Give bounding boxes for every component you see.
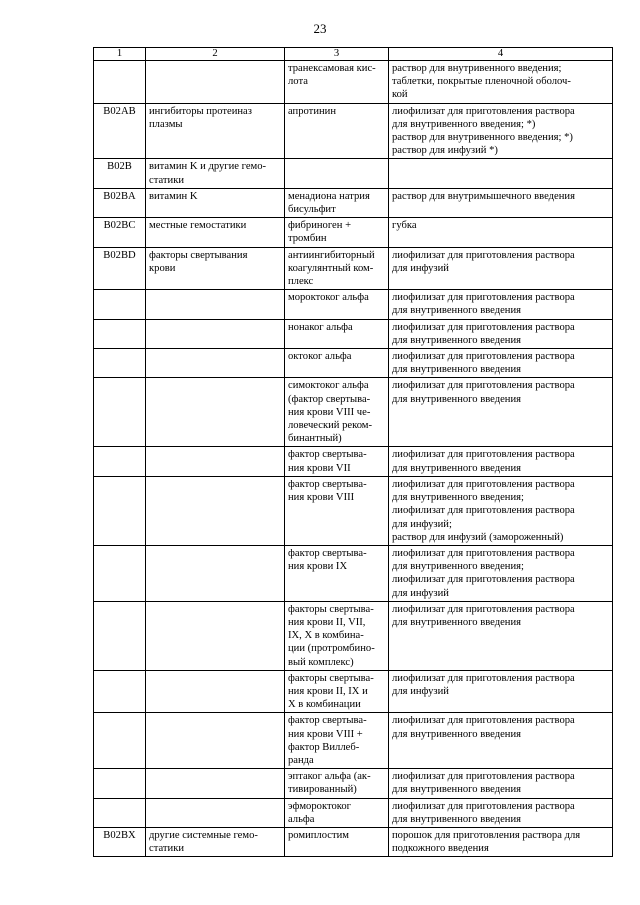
forms-line: лиофилизат для приготовления раствора	[392, 672, 575, 684]
group-cell	[146, 290, 285, 319]
forms-cell	[389, 378, 613, 447]
forms-line: лиофилизат для приготовления раствора	[392, 478, 575, 490]
table-row	[94, 319, 613, 348]
forms-line: раствор для внутривенного введения; *)	[392, 132, 573, 144]
code-cell: B02BX	[94, 827, 146, 856]
substance-line: симоктоког альфа	[288, 380, 369, 392]
substance-cell	[285, 61, 389, 104]
forms-line: для внутривенного введения;	[392, 561, 524, 573]
substance-line: фактор свертыва-	[288, 547, 367, 559]
substance-line: тромбин	[288, 233, 327, 245]
code-cell	[94, 769, 146, 798]
group-cell	[146, 670, 285, 713]
forms-line: для инфузий	[392, 587, 449, 599]
forms-cell	[389, 545, 613, 601]
group-cell	[146, 476, 285, 545]
code-cell	[94, 61, 146, 104]
group-cell	[146, 188, 285, 217]
group-cell	[146, 378, 285, 447]
group-cell	[146, 601, 285, 670]
substance-line: ния крови IX	[288, 561, 348, 573]
table-row	[94, 61, 613, 104]
forms-cell	[389, 319, 613, 348]
forms-cell	[389, 798, 613, 827]
substance-cell	[285, 159, 389, 188]
substance-line: фибриноген +	[288, 220, 352, 232]
forms-line: подкожного введения	[392, 843, 489, 855]
code-cell: B02BC	[94, 218, 146, 247]
group-cell	[146, 545, 285, 601]
substance-line: транексамовая кис-	[288, 63, 376, 74]
group-line: статики	[149, 843, 185, 855]
substance-line: октоког альфа	[288, 351, 352, 363]
forms-cell	[389, 447, 613, 476]
group-line: ингибиторы протеиназ	[149, 105, 252, 117]
substance-line: ния крови VII	[288, 462, 351, 474]
forms-line: лиофилизат для приготовления раствора	[392, 351, 575, 363]
substance-line: альфа	[288, 813, 315, 825]
forms-line: лиофилизат для приготовления раствора	[392, 547, 575, 559]
substance-line: ния крови II, IX и	[288, 685, 368, 697]
group-line: статики	[149, 174, 185, 186]
substance-cell	[285, 769, 389, 798]
substance-line: бинантный)	[288, 433, 342, 445]
forms-line: для внутривенного введения	[392, 364, 522, 376]
substance-line: фактор свертыва-	[288, 715, 367, 727]
code-cell	[94, 319, 146, 348]
forms-line: лиофилизат для приготовления раствора	[392, 771, 575, 783]
substance-cell	[285, 798, 389, 827]
substance-line: ранда	[288, 754, 314, 766]
substance-line: ния крови II, VII,	[288, 616, 366, 628]
table-row	[94, 103, 613, 159]
forms-cell	[389, 670, 613, 713]
header-row	[94, 48, 613, 61]
substance-line: плекс	[288, 276, 314, 288]
table-row	[94, 159, 613, 188]
group-cell	[146, 159, 285, 188]
substance-line: X в комбинации	[288, 699, 361, 711]
header-col-1: 1	[94, 48, 146, 61]
group-line: крови	[149, 262, 176, 274]
code-cell	[94, 545, 146, 601]
forms-line: для внутривенного введения	[392, 462, 522, 474]
substance-line: вый комплекс)	[288, 656, 354, 668]
page-number: 23	[313, 21, 327, 36]
substance-cell	[285, 545, 389, 601]
group-cell	[146, 218, 285, 247]
table-row	[94, 713, 613, 769]
forms-line: лиофилизат для приготовления раствора	[392, 800, 575, 812]
forms-cell	[389, 218, 613, 247]
substance-line: фактор свертыва-	[288, 478, 367, 490]
group-cell	[146, 247, 285, 290]
group-line: витамин K и другие гемо-	[149, 161, 267, 173]
substance-line: лота	[288, 76, 308, 88]
group-cell	[146, 103, 285, 159]
table-body	[94, 61, 613, 857]
substance-cell	[285, 290, 389, 319]
forms-line: порошок для приготовления раствора для	[392, 829, 581, 841]
header-col-3: 3	[285, 48, 389, 61]
substance-line: коагулянтный ком-	[288, 262, 374, 274]
table-row	[94, 218, 613, 247]
code-cell: B02AB	[94, 103, 146, 159]
table-row	[94, 378, 613, 447]
code-cell	[94, 713, 146, 769]
substance-line: ния крови VIII +	[288, 728, 363, 740]
forms-cell	[389, 769, 613, 798]
code-cell	[94, 447, 146, 476]
header-col-2: 2	[146, 48, 285, 61]
substance-line: ции (протромбино-	[288, 643, 375, 655]
forms-line: таблетки, покрытые пленочной оболоч-	[392, 76, 571, 88]
table-row	[94, 447, 613, 476]
table-row	[94, 545, 613, 601]
substance-line: IX, X в комбина-	[288, 630, 364, 642]
forms-line: лиофилизат для приготовления раствора	[392, 249, 575, 261]
forms-cell	[389, 476, 613, 545]
forms-cell	[389, 827, 613, 856]
forms-line: для внутривенного введения	[392, 784, 522, 796]
substance-line: менадиона натрия	[288, 190, 370, 202]
group-cell	[146, 349, 285, 378]
substance-line: тивированный)	[288, 784, 357, 796]
code-cell	[94, 798, 146, 827]
group-cell	[146, 447, 285, 476]
group-cell	[146, 319, 285, 348]
forms-cell	[389, 61, 613, 104]
table-row	[94, 247, 613, 290]
code-cell	[94, 670, 146, 713]
forms-cell	[389, 159, 613, 188]
group-line: плазмы	[149, 118, 183, 130]
forms-line: лиофилизат для приготовления раствора	[392, 715, 575, 727]
forms-line: кой	[392, 89, 408, 101]
substance-line: факторы свертыва-	[288, 672, 374, 684]
substance-cell	[285, 218, 389, 247]
code-cell: B02B	[94, 159, 146, 188]
forms-line: лиофилизат для приготовления раствора	[392, 505, 575, 517]
substance-line: фактор Виллеб-	[288, 741, 360, 753]
forms-line: лиофилизат для приготовления раствора	[392, 449, 575, 461]
substance-cell	[285, 827, 389, 856]
group-line: витамин K	[149, 190, 198, 202]
forms-line: лиофилизат для приготовления раствора	[392, 574, 575, 586]
substance-cell	[285, 447, 389, 476]
substance-line: ловеческий реком-	[288, 420, 373, 432]
table-row	[94, 798, 613, 827]
substance-line: ния крови VIII	[288, 492, 355, 504]
forms-line: для внутривенного введения	[392, 393, 522, 405]
substance-cell	[285, 103, 389, 159]
substance-cell	[285, 188, 389, 217]
forms-cell	[389, 713, 613, 769]
table-row	[94, 670, 613, 713]
group-cell	[146, 61, 285, 104]
substance-cell	[285, 349, 389, 378]
substance-line: фактор свертыва-	[288, 449, 367, 461]
substance-line: ния крови VIII че-	[288, 406, 371, 418]
substance-line: (фактор свертыва-	[288, 393, 371, 405]
forms-line: для внутривенного введения	[392, 616, 522, 628]
substance-line: антиингибиторный	[288, 249, 375, 261]
forms-cell	[389, 349, 613, 378]
forms-line: для внутривенного введения;	[392, 492, 524, 504]
substance-line: факторы свертыва-	[288, 603, 374, 615]
forms-cell	[389, 290, 613, 319]
forms-line: губка	[392, 220, 417, 232]
forms-line: для внутривенного введения	[392, 305, 522, 317]
forms-line: для инфузий	[392, 262, 449, 274]
forms-line: раствор для внутривенного введения;	[392, 63, 562, 74]
forms-line: лиофилизат для приготовления раствора	[392, 292, 575, 304]
code-cell	[94, 290, 146, 319]
substance-line: апротинин	[288, 105, 336, 117]
table-row	[94, 601, 613, 670]
table-row	[94, 476, 613, 545]
table-row	[94, 827, 613, 856]
substance-line: эфмороктоког	[288, 800, 351, 812]
substance-line: эптаког альфа (ак-	[288, 771, 371, 783]
group-cell	[146, 827, 285, 856]
code-cell: B02BA	[94, 188, 146, 217]
forms-line: для внутривенного введения	[392, 334, 522, 346]
forms-line: лиофилизат для приготовления раствора	[392, 321, 575, 333]
substance-line: мороктоког альфа	[288, 292, 369, 304]
forms-cell	[389, 247, 613, 290]
forms-line: для внутривенного введения	[392, 728, 522, 740]
group-line: другие системные гемо-	[149, 829, 258, 841]
forms-line: лиофилизат для приготовления раствора	[392, 105, 575, 117]
forms-line: для внутривенного введения; *)	[392, 118, 536, 130]
code-cell	[94, 378, 146, 447]
table-row	[94, 349, 613, 378]
table-row	[94, 769, 613, 798]
substance-line: нонаког альфа	[288, 321, 353, 333]
substance-cell	[285, 476, 389, 545]
forms-line: для инфузий;	[392, 518, 452, 530]
group-cell	[146, 769, 285, 798]
group-line: факторы свертывания	[149, 249, 248, 261]
substance-cell	[285, 247, 389, 290]
substance-line: бисульфит	[288, 204, 336, 216]
forms-line: лиофилизат для приготовления раствора	[392, 603, 575, 615]
forms-line: для внутривенного введения	[392, 813, 522, 825]
forms-cell	[389, 103, 613, 159]
substance-cell	[285, 713, 389, 769]
forms-line: для инфузий	[392, 685, 449, 697]
substance-cell	[285, 670, 389, 713]
forms-cell	[389, 601, 613, 670]
table-row	[94, 188, 613, 217]
group-line: местные гемостатики	[149, 220, 247, 232]
forms-line: раствор для внутримышечного введения	[392, 190, 575, 202]
forms-line: раствор для инфузий *)	[392, 145, 498, 157]
substance-line: ромиплостим	[288, 829, 349, 841]
header-col-4: 4	[389, 48, 613, 61]
code-cell	[94, 349, 146, 378]
forms-line: лиофилизат для приготовления раствора	[392, 380, 575, 392]
forms-line: раствор для инфузий (замороженный)	[392, 531, 564, 543]
table-row	[94, 290, 613, 319]
forms-cell	[389, 188, 613, 217]
drug-table	[93, 47, 613, 857]
code-cell	[94, 601, 146, 670]
substance-cell	[285, 378, 389, 447]
group-cell	[146, 713, 285, 769]
code-cell	[94, 476, 146, 545]
group-cell	[146, 798, 285, 827]
substance-cell	[285, 601, 389, 670]
substance-cell	[285, 319, 389, 348]
code-cell: B02BD	[94, 247, 146, 290]
